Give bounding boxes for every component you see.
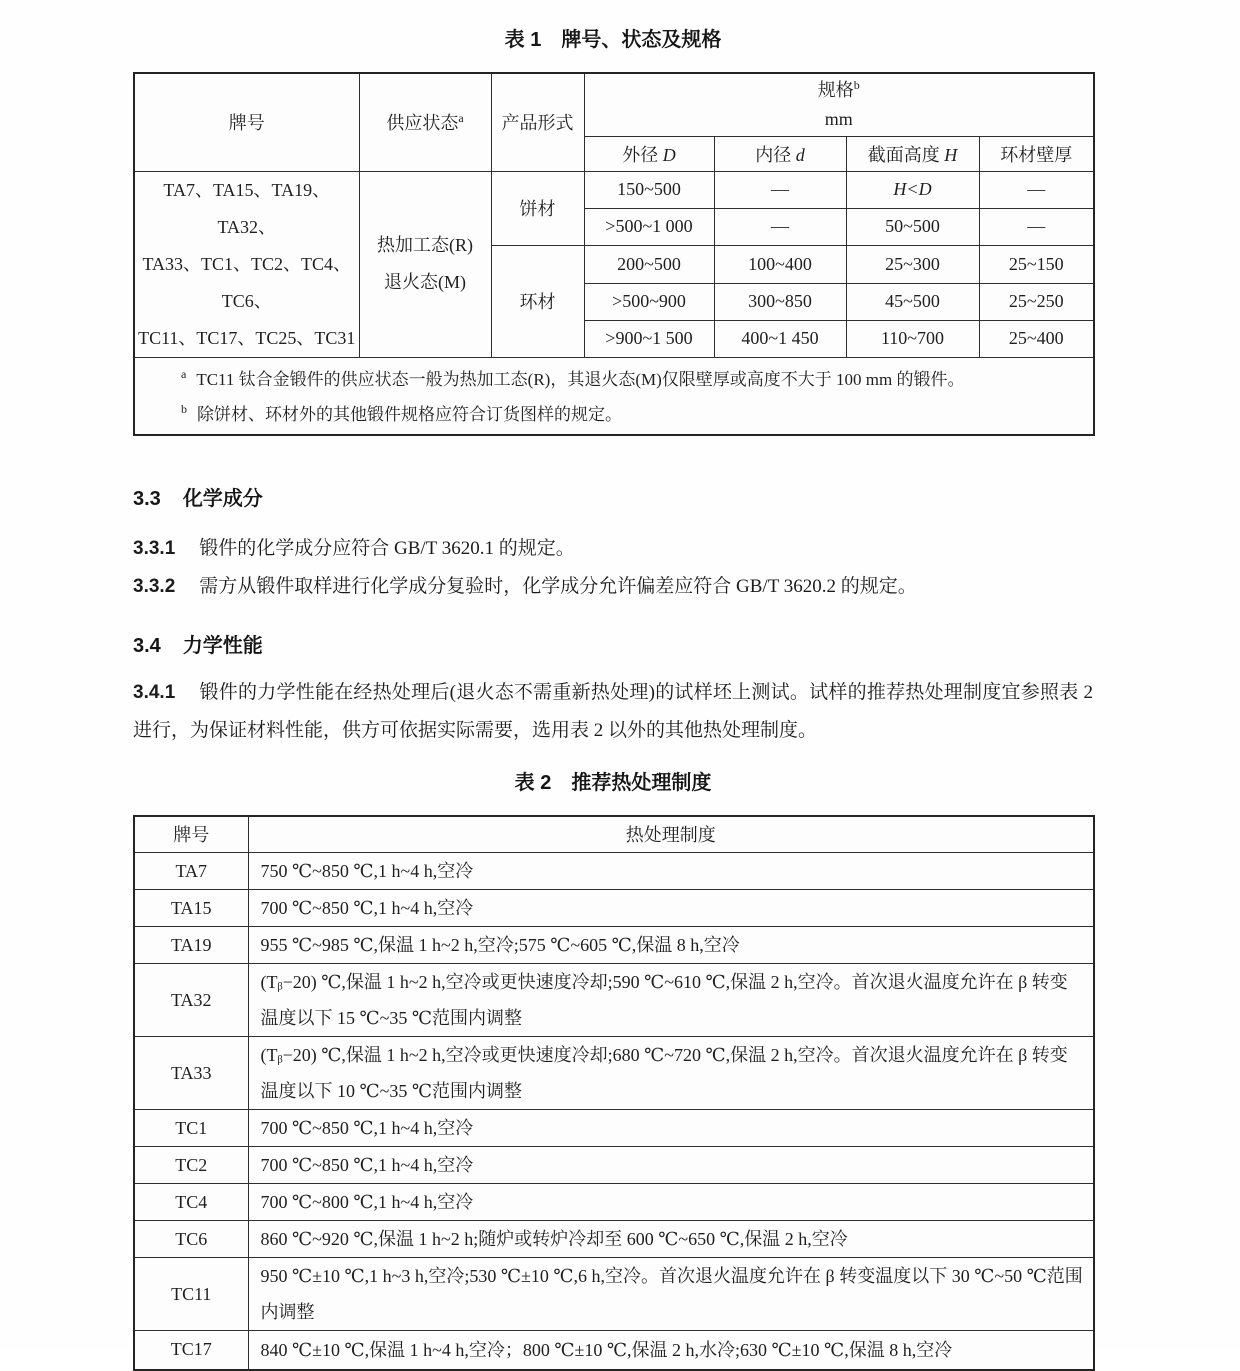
table-cell: >900~1 500 bbox=[584, 320, 714, 357]
table2-title: 表 2 推荐热处理制度 bbox=[514, 771, 712, 794]
subcol-label: 内径 bbox=[755, 144, 796, 165]
table-cell: — bbox=[979, 208, 1094, 245]
t2-row-1-treatment: 700 ℃~850 ℃,1 h~4 h,空冷 bbox=[248, 890, 1094, 927]
table1-subheader-section-height bbox=[846, 136, 979, 171]
table1-header-spec bbox=[584, 73, 1094, 136]
t2-row-4-grade: TA33 bbox=[134, 1037, 248, 1110]
table1-header-grade: 牌号 bbox=[134, 73, 359, 171]
t2-row-8-grade: TC6 bbox=[134, 1221, 248, 1258]
footnote-b-sup: b bbox=[181, 401, 187, 416]
spec-title: 规格 bbox=[817, 79, 854, 100]
section-number: 3.3 bbox=[133, 487, 161, 510]
t2-row-6-grade: TC2 bbox=[134, 1147, 248, 1184]
clause-number: 3.3.1 bbox=[133, 537, 176, 559]
table-cell: 110~700 bbox=[846, 320, 979, 357]
clause-number: 3.4.1 bbox=[133, 681, 176, 703]
grade-line: TA33、TC1、TC2、TC4、TC6、 bbox=[142, 253, 352, 311]
t2-row-1-grade: TA15 bbox=[134, 890, 248, 927]
clause-number: 3.3.2 bbox=[133, 575, 176, 597]
table1-subheader-ring-wall bbox=[979, 136, 1094, 171]
table-cell: 50~500 bbox=[846, 208, 979, 245]
t2-row-7-grade: TC4 bbox=[134, 1184, 248, 1221]
clause-3-3-2 bbox=[133, 573, 1093, 601]
footnote-a bbox=[135, 362, 1083, 397]
table-cell: H<D bbox=[846, 171, 979, 208]
table1-specs bbox=[133, 72, 1095, 436]
table1-header-state bbox=[359, 73, 491, 171]
section-3-3-heading bbox=[133, 482, 1093, 511]
table-cell: 45~500 bbox=[846, 283, 979, 320]
t2-row-0-grade: TA7 bbox=[134, 853, 248, 890]
t2-row-8-treatment: 860 ℃~920 ℃,保温 1 h~2 h;随炉或转炉冷却至 600 ℃~650 ℃,保温 2 h,空冷 bbox=[248, 1221, 1094, 1258]
state-line: 退火态(M) bbox=[384, 272, 466, 292]
t2-row-2-treatment: 955 ℃~985 ℃,保温 1 h~2 h,空冷;575 ℃~605 ℃,保温 8 h,空冷 bbox=[248, 927, 1094, 964]
table2-header-treatment: 热处理制度 bbox=[248, 816, 1094, 853]
table-cell: — bbox=[714, 171, 846, 208]
subcol-var: d bbox=[795, 144, 805, 165]
table-cell: — bbox=[714, 208, 846, 245]
subcol-label: 环材壁厚 bbox=[1000, 144, 1073, 165]
footnote-a-sup: a bbox=[181, 366, 187, 381]
table1-form-disc: 饼材 bbox=[491, 171, 584, 245]
footnote-a-text: TC11 钛合金锻件的供应状态一般为热加工态(R)，其退火态(M)仅限壁厚或高度不大于 100 mm 的锻件。 bbox=[196, 369, 965, 389]
table2-heat-treatment bbox=[133, 815, 1095, 1371]
t2-row-3-grade: TA32 bbox=[134, 964, 248, 1037]
table1-header-state-label: 供应状态 bbox=[386, 113, 459, 134]
table-cell: 25~250 bbox=[979, 283, 1094, 320]
table-cell: 25~400 bbox=[979, 320, 1094, 357]
table-cell: 25~150 bbox=[979, 245, 1094, 283]
table-cell: 25~300 bbox=[846, 245, 979, 283]
table-cell: 300~850 bbox=[714, 283, 846, 320]
t2-row-4-treatment: (Tᵦ−20) ℃,保温 1 h~2 h,空冷或更快速度冷却;680 ℃~720 ℃,保温 2 h,空冷。首次退火温度允许在 β 转变温度以下 10 ℃~35 ℃范围内调整 bbox=[248, 1037, 1094, 1110]
footnote-b bbox=[135, 397, 1083, 432]
spec-title-line bbox=[585, 76, 1094, 105]
clause-text: 锻件的力学性能在经热处理后(退火态不需重新热处理)的试样坯上测试。试样的推荐热处理制度宜参照表 2 进行，为保证材料性能，供方可依据实际需要，选用表 2 以外的其他热处理制度。 bbox=[133, 681, 1093, 741]
t2-row-0-treatment: 750 ℃~850 ℃,1 h~4 h,空冷 bbox=[248, 853, 1094, 890]
state-line: 热加工态(R) bbox=[377, 235, 473, 255]
clause-3-3-1 bbox=[133, 535, 1093, 563]
table1-form-ring: 环材 bbox=[491, 245, 584, 357]
table1-header-form: 产品形式 bbox=[491, 73, 584, 171]
table1-title: 表 1 牌号、状态及规格 bbox=[504, 29, 722, 51]
footnote-b-text: 除饼材、环材外的其他锻件规格应符合订货图样的规定。 bbox=[197, 404, 622, 424]
t2-row-9-treatment: 950 ℃±10 ℃,1 h~3 h,空冷;530 ℃±10 ℃,6 h,空冷。首次退火温度允许在 β 转变温度以下 30 ℃~50 ℃范围内调整 bbox=[248, 1258, 1094, 1331]
subcol-var: D bbox=[662, 144, 676, 165]
clause-text: 需方从锻件取样进行化学成分复验时，化学成分允许偏差应符合 GB/T 3620.2 的规定。 bbox=[199, 575, 917, 597]
grade-line: TC11、TC17、TC25、TC31 bbox=[138, 327, 356, 348]
table-cell: 100~400 bbox=[714, 245, 846, 283]
table1-state-cell bbox=[359, 171, 491, 357]
table1-grade-cell bbox=[134, 171, 359, 357]
section-number: 3.4 bbox=[133, 634, 161, 657]
table1-subheader-inner-diameter bbox=[714, 136, 846, 171]
table-cell: >500~900 bbox=[584, 283, 714, 320]
footnote-a-marker: a bbox=[458, 111, 464, 126]
footnote-b-marker: b bbox=[853, 77, 860, 92]
table-cell: 200~500 bbox=[584, 245, 714, 283]
t2-row-2-grade: TA19 bbox=[134, 927, 248, 964]
table1-subheader-outer-diameter bbox=[584, 136, 714, 171]
table-cell: 400~1 450 bbox=[714, 320, 846, 357]
t2-row-9-grade: TC11 bbox=[134, 1258, 248, 1331]
t2-row-5-grade: TC1 bbox=[134, 1110, 248, 1147]
grade-line: TA7、TA15、TA19、TA32、 bbox=[163, 179, 331, 237]
table1-footnotes bbox=[134, 357, 1094, 435]
section-title: 力学性能 bbox=[182, 634, 263, 657]
table2-header-grade: 牌号 bbox=[134, 816, 248, 853]
section-title: 化学成分 bbox=[182, 487, 263, 510]
t2-row-5-treatment: 700 ℃~850 ℃,1 h~4 h,空冷 bbox=[248, 1110, 1094, 1147]
table-cell: 150~500 bbox=[584, 171, 714, 208]
t2-row-10-treatment: 840 ℃±10 ℃,保温 1 h~4 h,空冷；800 ℃±10 ℃,保温 2 h,水冷;630 ℃±10 ℃,保温 8 h,空冷 bbox=[248, 1331, 1094, 1370]
t2-row-6-treatment: 700 ℃~850 ℃,1 h~4 h,空冷 bbox=[248, 1147, 1094, 1184]
subcol-label: 截面高度 bbox=[867, 144, 945, 165]
subcol-label: 外径 bbox=[622, 144, 663, 165]
section-3-4-heading bbox=[133, 629, 1093, 658]
clause-text: 锻件的化学成分应符合 GB/T 3620.1 的规定。 bbox=[199, 537, 575, 559]
clause-3-4-1 bbox=[133, 674, 1093, 750]
table-cell: — bbox=[979, 171, 1094, 208]
subcol-var: H bbox=[944, 144, 958, 165]
page-content bbox=[133, 0, 1093, 1371]
t2-row-3-treatment: (Tᵦ−20) ℃,保温 1 h~2 h,空冷或更快速度冷却;590 ℃~610 ℃,保温 2 h,空冷。首次退火温度允许在 β 转变温度以下 15 ℃~35 ℃范围内调整 bbox=[248, 964, 1094, 1037]
spec-unit: mm bbox=[824, 108, 853, 129]
t2-row-10-grade: TC17 bbox=[134, 1331, 248, 1370]
t2-row-7-treatment: 700 ℃~800 ℃,1 h~4 h,空冷 bbox=[248, 1184, 1094, 1221]
table-cell: >500~1 000 bbox=[584, 208, 714, 245]
